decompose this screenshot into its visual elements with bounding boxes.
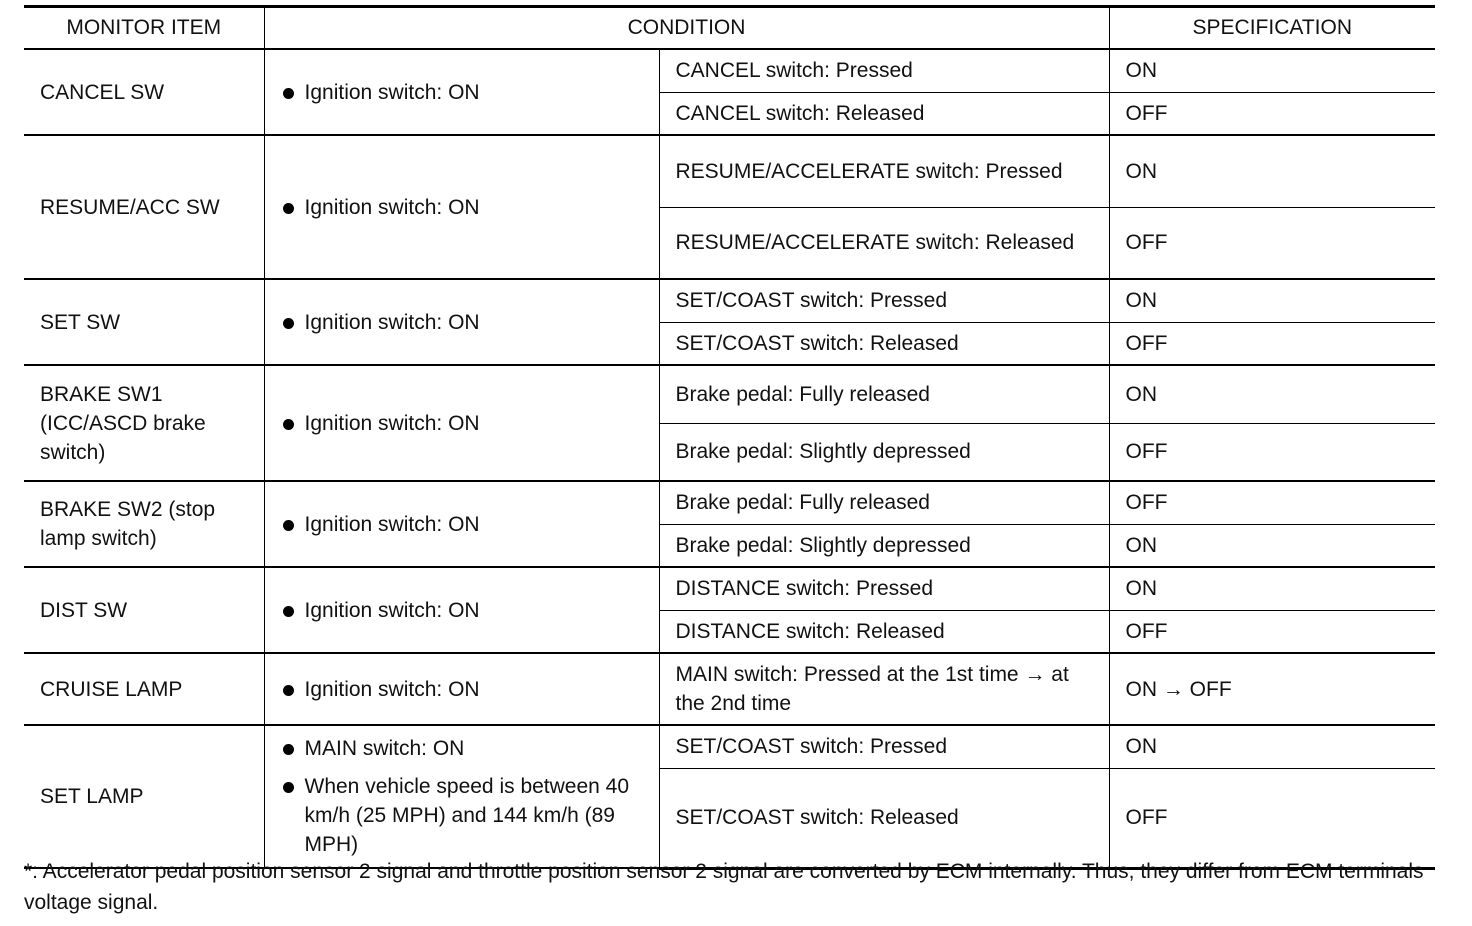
table-row xyxy=(24,481,1435,524)
sub-condition-cell: Brake pedal: Fully released xyxy=(659,481,1109,524)
specification-cell: ON xyxy=(1109,567,1435,610)
table-row xyxy=(24,365,1435,423)
sub-condition-cell: Brake pedal: Slightly depressed xyxy=(659,423,1109,481)
monitor-item-cell: BRAKE SW2 (stop lamp switch) xyxy=(24,481,264,567)
specification-cell: OFF xyxy=(1109,481,1435,524)
condition-bullet-item: When vehicle speed is between 40 km/h (25 MPH) and 144 km/h (89 MPH) xyxy=(281,772,649,859)
specification-cell: ON xyxy=(1109,725,1435,768)
sub-condition-cell: DISTANCE switch: Pressed xyxy=(659,567,1109,610)
table-row xyxy=(24,653,1435,725)
condition-bullet-item: Ignition switch: ON xyxy=(281,78,649,107)
condition-cell xyxy=(264,365,659,481)
header-monitor-item: MONITOR ITEM xyxy=(24,7,264,50)
monitor-spec-table xyxy=(24,5,1435,870)
condition-cell xyxy=(264,481,659,567)
condition-cell xyxy=(264,725,659,868)
monitor-item-cell: BRAKE SW1 (ICC/ASCD brake switch) xyxy=(24,365,264,481)
monitor-item-cell: SET SW xyxy=(24,279,264,365)
condition-bullet-item: Ignition switch: ON xyxy=(281,596,649,625)
specification-cell: OFF xyxy=(1109,768,1435,868)
sub-condition-cell: CANCEL switch: Pressed xyxy=(659,49,1109,92)
condition-cell xyxy=(264,135,659,279)
specification-cell: ON xyxy=(1109,135,1435,207)
monitor-item-cell: RESUME/ACC SW xyxy=(24,135,264,279)
table-body xyxy=(24,49,1435,868)
condition-bullet-item: MAIN switch: ON xyxy=(281,734,649,763)
header-condition: CONDITION xyxy=(264,7,1109,50)
specification-cell: OFF xyxy=(1109,423,1435,481)
condition-list xyxy=(281,510,649,539)
sub-condition-cell: Brake pedal: Slightly depressed xyxy=(659,524,1109,567)
monitor-item-cell: CANCEL SW xyxy=(24,49,264,135)
condition-bullet-item: Ignition switch: ON xyxy=(281,193,649,222)
condition-cell xyxy=(264,567,659,653)
sub-condition-cell: DISTANCE switch: Released xyxy=(659,610,1109,653)
condition-bullet-item: Ignition switch: ON xyxy=(281,409,649,438)
condition-list xyxy=(281,596,649,625)
monitor-item-cell: CRUISE LAMP xyxy=(24,653,264,725)
condition-cell xyxy=(264,49,659,135)
condition-list xyxy=(281,734,649,859)
monitor-item-cell: SET LAMP xyxy=(24,725,264,868)
specification-cell: ON xyxy=(1109,279,1435,322)
table-row xyxy=(24,135,1435,207)
specification-cell: ON xyxy=(1109,49,1435,92)
sub-condition-cell: Brake pedal: Fully released xyxy=(659,365,1109,423)
condition-list xyxy=(281,193,649,222)
specification-cell: ON → OFF xyxy=(1109,653,1435,725)
table-row xyxy=(24,49,1435,92)
condition-bullet-item: Ignition switch: ON xyxy=(281,510,649,539)
table-row xyxy=(24,725,1435,768)
table-header-row xyxy=(24,7,1435,50)
specification-cell: OFF xyxy=(1109,92,1435,135)
condition-list xyxy=(281,409,649,438)
header-specification: SPECIFICATION xyxy=(1109,7,1435,50)
specification-cell: OFF xyxy=(1109,207,1435,279)
sub-condition-cell: MAIN switch: Pressed at the 1st time → at the 2nd time xyxy=(659,653,1109,725)
sub-condition-cell: RESUME/ACCELERATE switch: Released xyxy=(659,207,1109,279)
sub-condition-cell: SET/COAST switch: Pressed xyxy=(659,725,1109,768)
monitor-item-cell: DIST SW xyxy=(24,567,264,653)
sub-condition-cell: SET/COAST switch: Released xyxy=(659,322,1109,365)
sub-condition-cell: RESUME/ACCELERATE switch: Pressed xyxy=(659,135,1109,207)
footnote: *: Accelerator pedal position sensor 2 signal and throttle position sensor 2 signal are converted by ECM internally. Thus, they differ from ECM terminals voltage signal. xyxy=(24,860,1424,914)
sub-condition-cell: SET/COAST switch: Released xyxy=(659,768,1109,868)
sub-condition-cell: CANCEL switch: Released xyxy=(659,92,1109,135)
sub-condition-cell: SET/COAST switch: Pressed xyxy=(659,279,1109,322)
condition-cell xyxy=(264,653,659,725)
specification-cell: ON xyxy=(1109,524,1435,567)
specification-cell: ON xyxy=(1109,365,1435,423)
condition-list xyxy=(281,675,649,704)
specification-cell: OFF xyxy=(1109,610,1435,653)
condition-cell xyxy=(264,279,659,365)
table-row xyxy=(24,567,1435,610)
specification-cell: OFF xyxy=(1109,322,1435,365)
condition-bullet-item: Ignition switch: ON xyxy=(281,308,649,337)
table-row xyxy=(24,279,1435,322)
condition-bullet-item: Ignition switch: ON xyxy=(281,675,649,704)
condition-list xyxy=(281,308,649,337)
condition-list xyxy=(281,78,649,107)
